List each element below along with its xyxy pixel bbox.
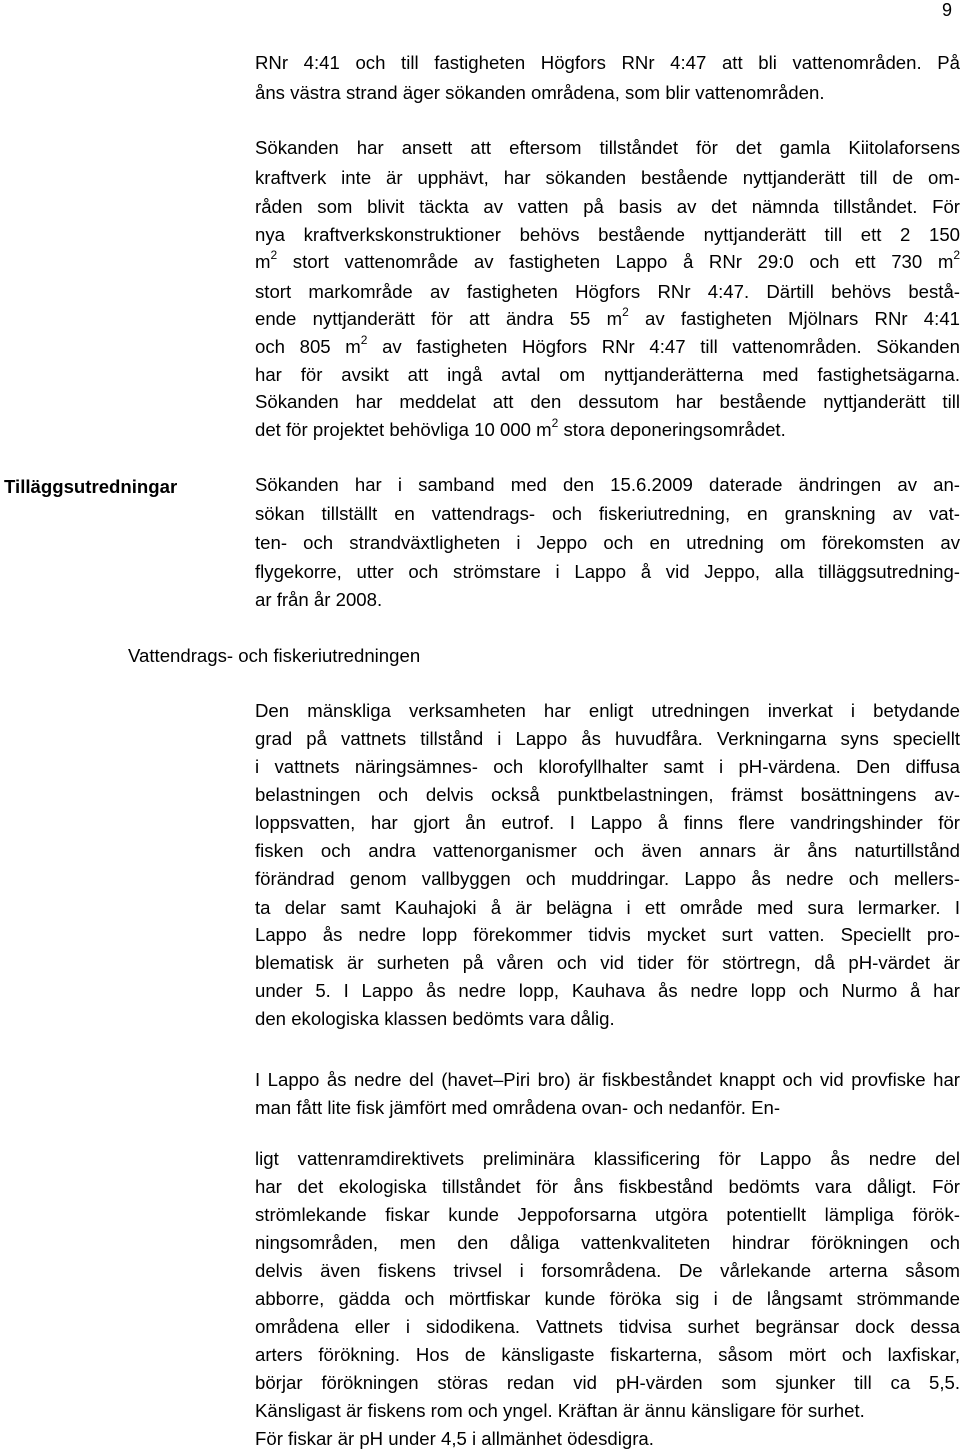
text-line: belastningen och delvis också punktbelastningen, främst bosättningens av- (255, 784, 960, 805)
text-line: Sökanden har meddelat att den dessutom har bestående nyttjanderätt till (255, 391, 960, 412)
text-line: arters förökning. Hos de känsligaste fiskarterna, såsom mört och laxfiskar, (255, 1344, 960, 1365)
text-line: ten- och strandväxtligheten i Jeppo och en utredning om förekomsten av (255, 532, 960, 553)
section-subheading: Vattendrags- och fiskeriutredningen (128, 645, 421, 666)
text-line: börjar förökningen störas redan vid pH-värden som sjunker till ca 5,5. (255, 1372, 960, 1393)
text-line-superscript: och 805 $m^2$ av fastigheten Högfors RNr 4:47 till vattenområden. Sökanden (255, 333, 960, 357)
text-line: delvis även fiskens trivsel i forsområdena. De vårlekande arterna såsom (255, 1260, 960, 1281)
text-line: För fiskar är pH under 4,5 i allmänhet ödesdigra. (255, 1428, 654, 1449)
text-line: Sökanden har i samband med den 15.6.2009 daterade ändringen av an- (255, 474, 960, 495)
text-line: råden som blivit täckta av vatten på basis av det nämnda tillståndet. För (255, 196, 960, 217)
text-line: ar från år 2008. (255, 589, 383, 610)
text-line: Känsligast är fiskens rom och yngel. Kräftan är ännu känsligare för surhet. (255, 1400, 865, 1421)
text-line-superscript: det för projektet behövliga 10 000 $m^2$ stora deponeringsområdet. (255, 416, 786, 440)
text-line: abborre, gädda och mörtfiskar kunde föröka sig i de långsamt strömmande (255, 1288, 960, 1309)
text-line: har det ekologiska tillståndet för åns fiskbestånd bedömts vara dåligt. För (255, 1176, 960, 1197)
text-line: strömlekande fiskar kunde Jeppoforsarna utgöra potentiellt lämpliga förök- (255, 1204, 960, 1225)
text-line: ningsområden, men den dåliga vattenkvaliteten hindrar förökningen och (255, 1232, 960, 1253)
text-line: fisken och andra vattenorganismer och även annars är åns naturtillstånd (255, 840, 960, 861)
text-line-superscript: $m^2$ stort vattenområde av fastigheten Lappo å RNr 29:0 och ett 730 $m^2$ (255, 248, 960, 272)
text-line: ta delar samt Kauhajoki å är belägna i ett område med sura lermarker. I (255, 897, 960, 918)
text-line: förändrad genom vallbyggen och muddringar. Lappo ås nedre och mellers- (255, 868, 960, 889)
text-line: Lappo ås nedre lopp förekommer tidvis mycket surt vatten. Speciellt pro- (255, 924, 960, 945)
text-line: områdena eller i sidodikena. Vattnets tidvisa surhet begränsar dock dessa (255, 1316, 960, 1337)
text-line: ligt vattenramdirektivets preliminära klassificering för Lappo ås nedre del (255, 1148, 960, 1169)
text-line: i vattnets näringsämnes- och klorofyllhalter samt i pH-värdena. Den diffusa (255, 756, 960, 777)
page-number: 9 (941, 0, 952, 20)
text-line: nya kraftverkskonstruktioner behövs bestående nyttjanderätt till ett 2 150 (255, 224, 960, 245)
text-line: kraftverk inte är upphävt, har sökanden bestående nyttjanderätt till de om- (255, 167, 960, 188)
text-line: blematisk är surheten på våren och vid tider för störtregn, då pH-värdet är (255, 952, 960, 973)
text-line: flygekorre, utter och strömstare i Lappo å vid Jeppo, alla tilläggsutredning- (255, 561, 960, 582)
text-line: har för avsikt att ingå avtal om nyttjanderätterna med fastighetsägarna. (255, 364, 960, 385)
text-line: under 5. I Lappo ås nedre lopp, Kauhava ås nedre lopp och Nurmo å har (255, 980, 960, 1001)
text-line: den ekologiska klassen bedömts vara dålig. (255, 1008, 615, 1029)
text-line-superscript: ende nyttjanderätt för att ändra 55 $m^2$ av fastigheten Mjölnars RNr 4:41 (255, 305, 960, 329)
text-line: I Lappo ås nedre del (havet–Piri bro) är fiskbeståndet knappt och vid provfiske har man fått lite fisk jämfört med områdena ovan- och nedanför. En- (255, 1069, 960, 1118)
text-line: grad på vattnets tillstånd i Lappo ås huvudfåra. Verkningarna syns speciellt (255, 728, 960, 749)
text-line: Sökanden har ansett att eftersom tillståndet för det gamla Kiitolaforsens (255, 137, 960, 158)
text-line: sökan tillställt en vattendrags- och fiskeriutredning, en granskning av vat- (255, 503, 960, 524)
text-line: stort markområde av fastigheten Högfors RNr 4:47. Därtill behövs bestå- (255, 281, 960, 302)
text-line: åns västra strand äger sökanden områdena, som blir vattenområden. (255, 82, 825, 103)
text-line: loppsvatten, har gjort ån eutrof. I Lappo å finns flere vandringshinder för (255, 812, 960, 833)
side-heading: Tilläggsutredningar (4, 476, 178, 497)
text-line: Den mänskliga verksamheten har enligt utredningen inverkat i betydande (255, 700, 960, 721)
text-line: RNr 4:41 och till fastigheten Högfors RNr 4:47 att bli vattenområden. På (255, 52, 960, 73)
